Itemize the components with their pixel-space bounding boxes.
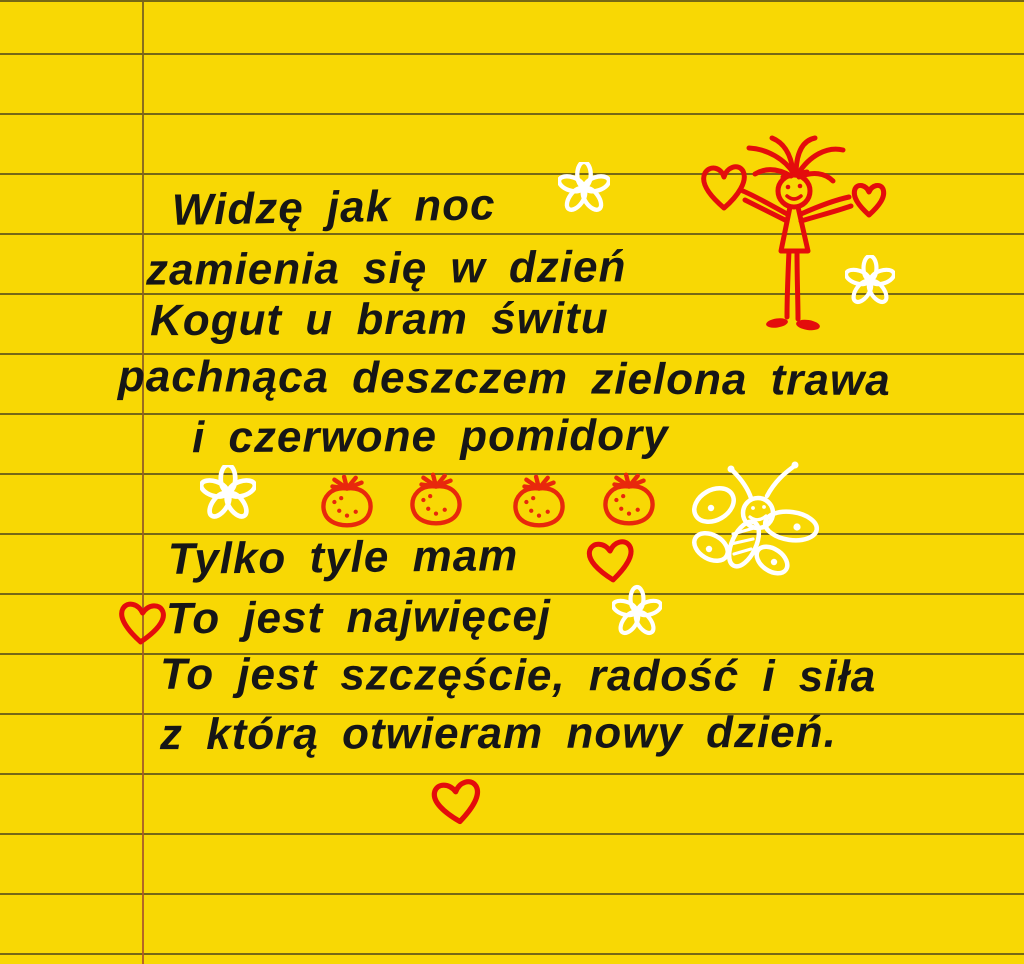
poem-line-6: Tylko tyle mam: [167, 531, 519, 584]
stick-figure-girl-icon: [697, 133, 892, 338]
poem-line-2: zamienia się w dzień: [145, 242, 627, 295]
poem-line-7: To jest najwięcej: [165, 591, 552, 644]
heart-icon: [426, 772, 488, 829]
poem-line-4: pachnąca deszczem zielona trawa: [117, 351, 891, 406]
tomato-icon: [404, 472, 468, 528]
flower-icon: [200, 465, 256, 521]
heart-icon: [113, 596, 170, 648]
flower-icon: [558, 162, 610, 214]
poem-line-1: Widzę jak noc: [171, 180, 496, 235]
heart-icon: [582, 533, 641, 586]
flower-icon: [845, 255, 895, 307]
flower-icon: [612, 584, 662, 640]
poem-line-8: To jest szczęście, radość i siła: [159, 649, 877, 702]
poem-line-9: z którą otwieram nowy dzień.: [159, 707, 837, 760]
tomato-icon: [315, 474, 379, 530]
butterfly-icon: [687, 453, 842, 583]
poem-line-3: Kogut u bram świtu: [149, 293, 609, 346]
poem-line-5: i czerwone pomidory: [191, 410, 669, 463]
paper-margin-line: [142, 0, 144, 964]
tomato-icon: [597, 472, 661, 528]
tomato-icon: [507, 474, 571, 530]
